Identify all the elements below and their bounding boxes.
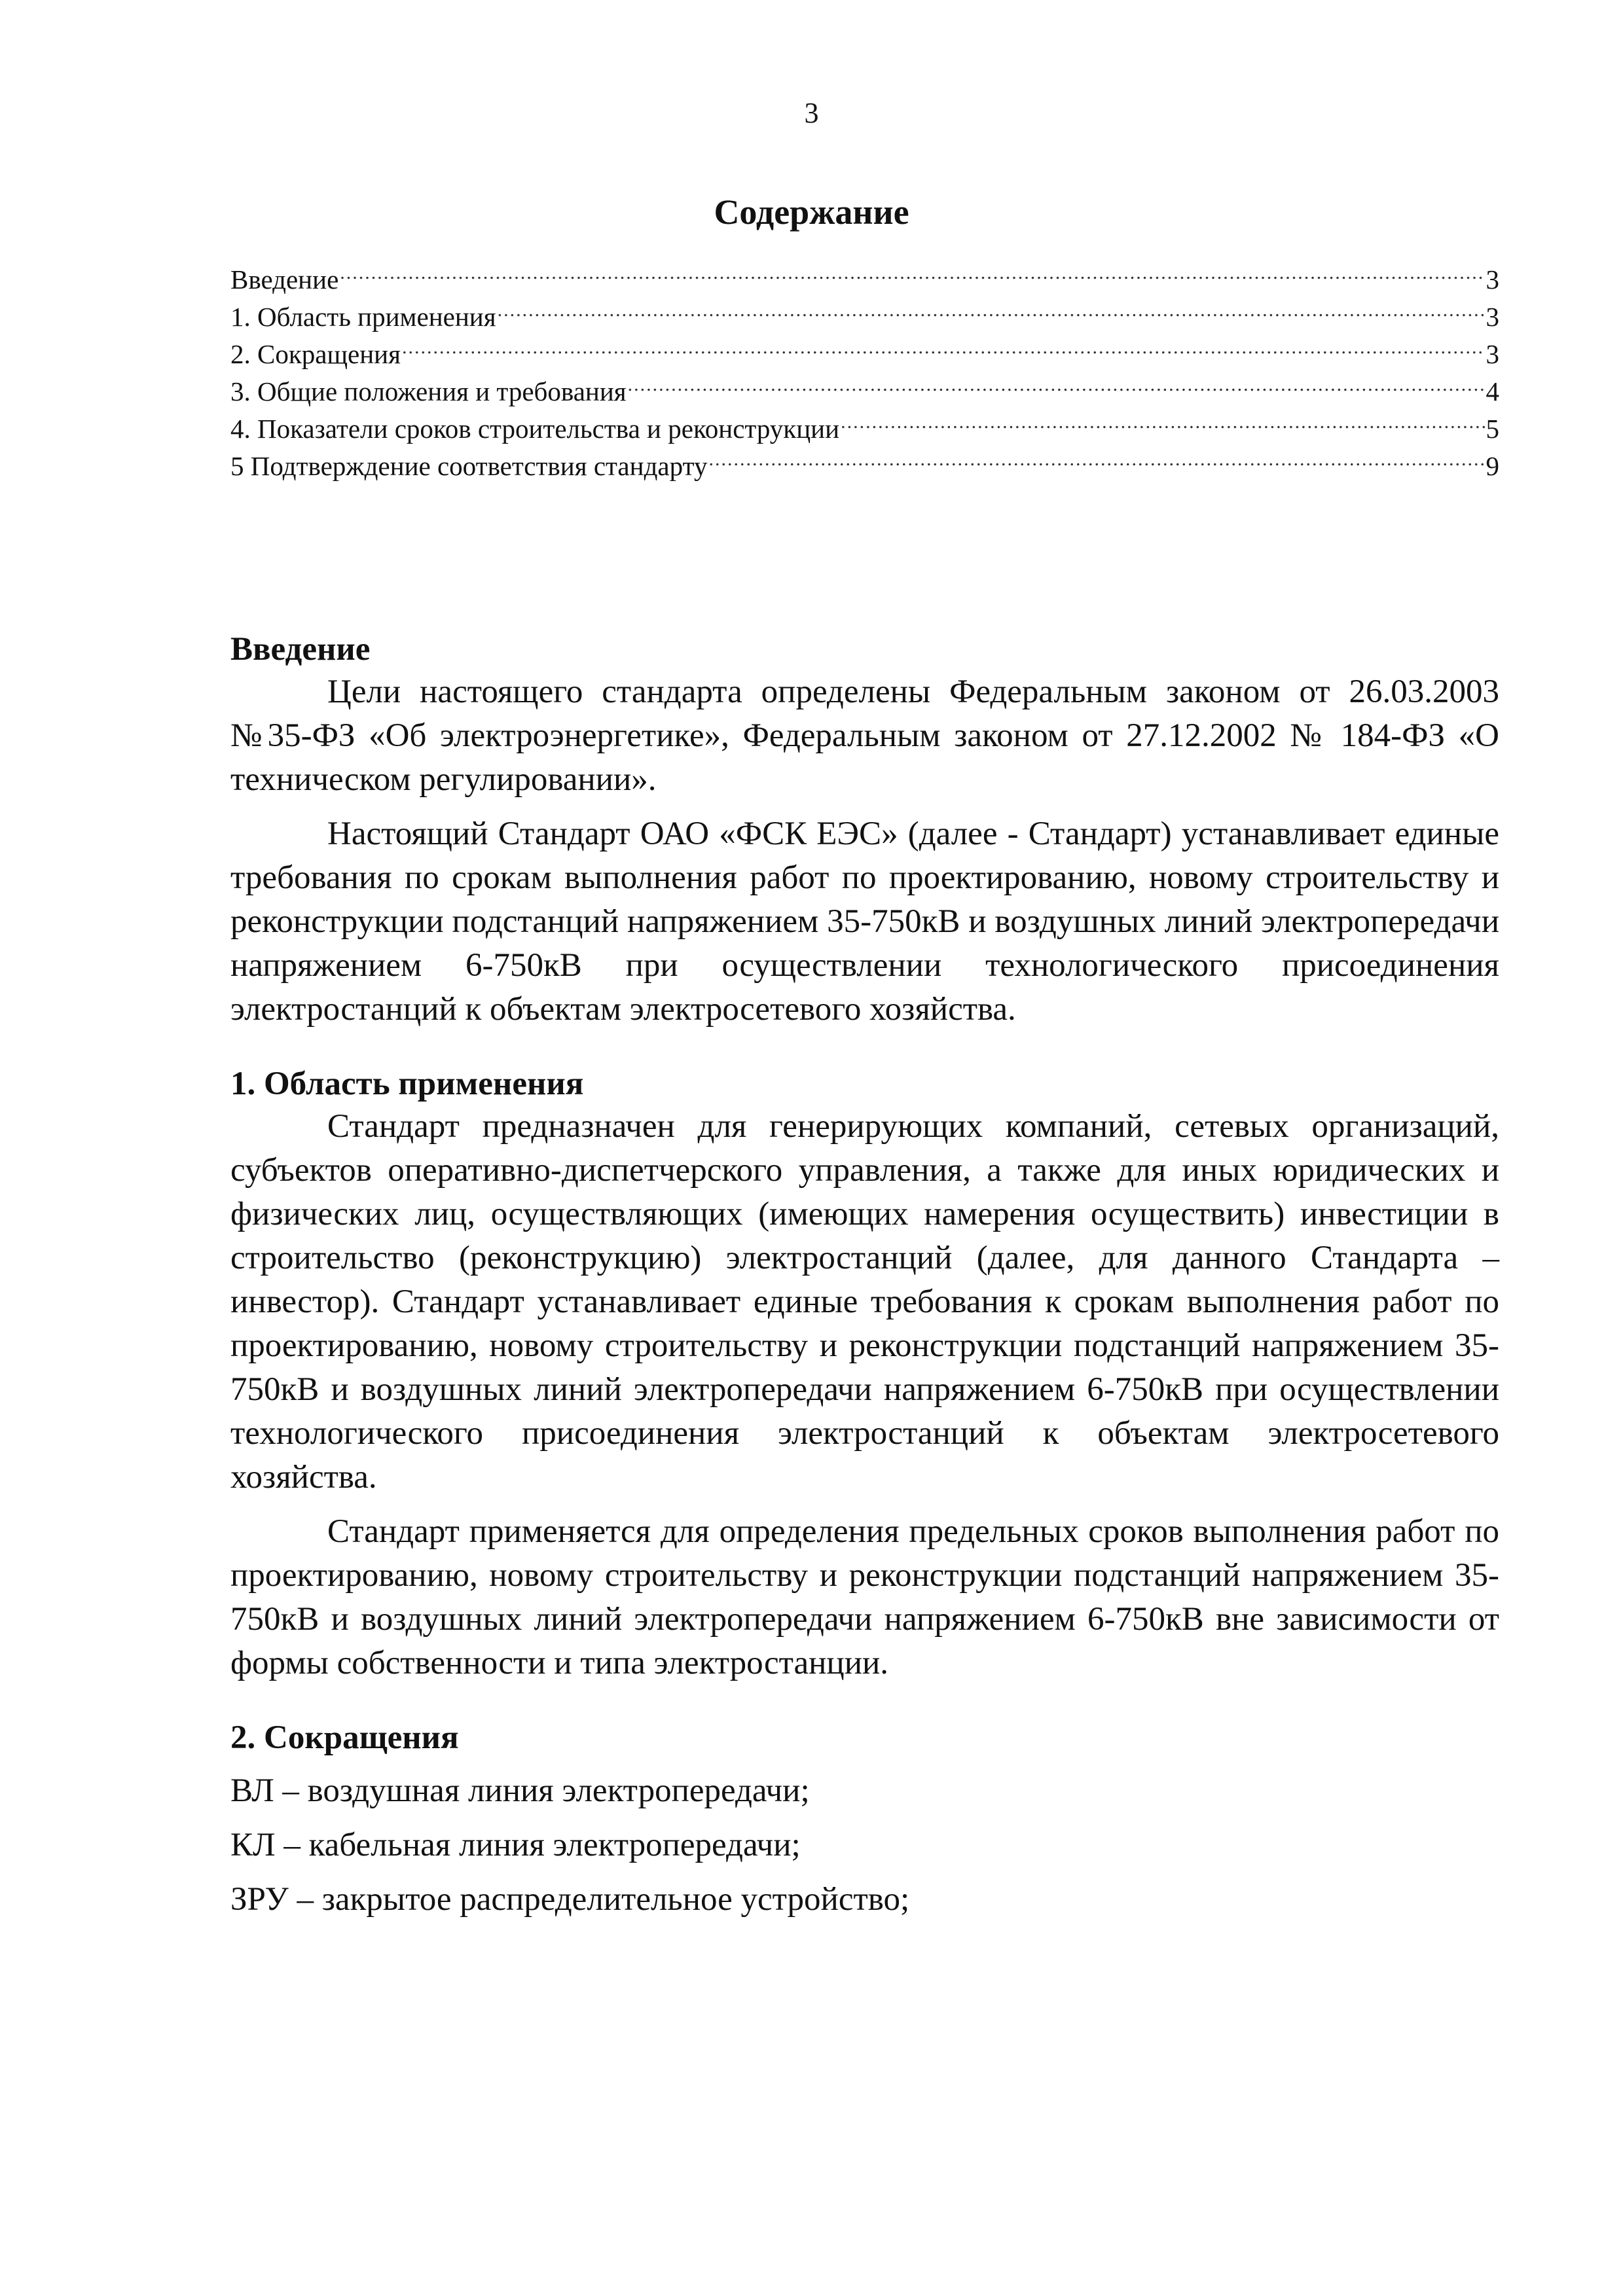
abbreviation-item: ВЛ – воздушная линия электропередачи; (230, 1772, 810, 1809)
toc-item[interactable] (230, 363, 1499, 406)
toc-title: Содержание (714, 192, 909, 232)
toc-item-page: 9 (1486, 451, 1499, 481)
body-paragraph: Цели настоящего стандарта определены Федеральным законом от 26.03.2003 №35-ФЗ «Об электроэнергетике», Федеральным законом от 27.12.2002 № 184-ФЗ «О техническом регулировании». (230, 673, 1499, 798)
toc-item-page: 3 (1486, 339, 1499, 369)
document-body (230, 628, 1499, 1922)
toc-item-page: 3 (1486, 302, 1499, 332)
toc-item-page: 3 (1486, 264, 1499, 295)
toc-item-label: 1. Область применения (230, 302, 496, 332)
toc-item-label: 2. Сокращения (230, 339, 401, 369)
toc-item-page: 4 (1486, 376, 1499, 406)
toc-dot-leader (627, 363, 1485, 401)
toc-item[interactable] (230, 289, 1499, 332)
toc-item[interactable] (230, 251, 1499, 295)
toc-item[interactable] (230, 326, 1499, 369)
toc-dot-leader (338, 251, 1484, 289)
toc-dot-leader (401, 326, 1485, 363)
toc-item-label: 4. Показатели сроков строительства и реконструкции (230, 414, 840, 444)
section-heading-scope: 1. Область применения (230, 1066, 584, 1102)
section-heading-abbreviations: 2. Сокращения (230, 1719, 459, 1756)
abbreviation-item: КЛ – кабельная линия электропередачи; (230, 1827, 801, 1863)
toc-dot-leader (496, 289, 1485, 326)
toc-dot-leader (707, 438, 1484, 475)
body-paragraph: Настоящий Стандарт ОАО «ФСК ЕЭС» (далее - Стандарт) устанавливает единые требования по срокам выполнения работ по проектированию, новому строительству и реконструкции подстанций напряжением 35-750кВ и воздушных линий электропередачи напряжением 6-750кВ при осуществлении технологического присоединения электростанций к объектам электросетевого хозяйства. (230, 816, 1499, 1028)
body-paragraph: Стандарт предназначен для генерирующих компаний, сетевых организаций, субъектов оперативно-диспетчерского управления, а также для иных юридических и физических лиц, осуществляющих (имеющих намерения осуществить) инвестиции в строительство (реконструкцию) электростанций (далее, для данного Стандарта – инвестор). Стандарт устанавливает единые требования к срокам выполнения работ по проектированию, новому строительству и реконструкции подстанций напряжением 35-750кВ и воздушных линий электропередачи напряжением 6-750кВ при осуществлении технологического присоединения электростанций к объектам электросетевого хозяйства. (230, 1108, 1499, 1496)
toc-item-label: Введение (230, 264, 339, 295)
toc-item-page: 5 (1486, 414, 1499, 444)
body-paragraph: Стандарт применяется для определения предельных сроков выполнения работ по проектированию, новому строительству и реконструкции подстанций напряжением 35-750кВ и воздушных линий электропередачи напряжением 6-750кВ вне зависимости от формы собственности и типа электростанции. (230, 1513, 1499, 1681)
toc-dot-leader (839, 401, 1484, 438)
toc-item-label: 3. Общие положения и требования (230, 376, 627, 406)
toc-item-label: 5 Подтверждение соответствия стандарту (230, 451, 708, 481)
table-of-contents (230, 251, 1499, 481)
section-heading-intro: Введение (230, 631, 371, 668)
page-number: 3 (804, 97, 819, 129)
abbreviation-item: ЗРУ – закрытое распределительное устройство; (230, 1881, 910, 1918)
